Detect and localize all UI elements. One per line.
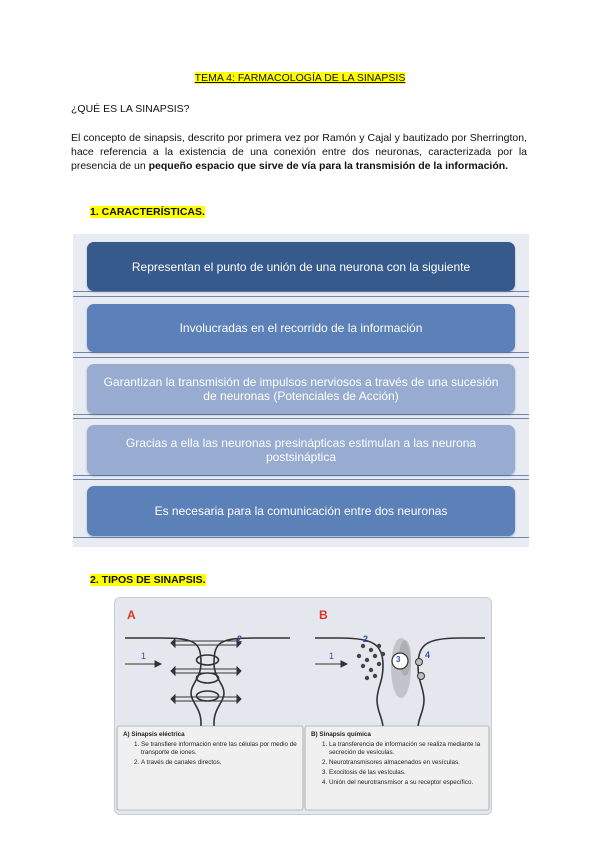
panel-a-label-1: 1 — [141, 651, 147, 661]
section-heading-characteristics: 1. CARACTERÍSTICAS. — [90, 206, 205, 218]
legend-electrical-title: A) Sinapsis eléctrica — [123, 731, 185, 738]
legend-electrical — [123, 731, 299, 769]
characteristic-card: Garantizan la transmisión de impulsos nerviosos a través de una sucesión de neuronas (Potenciales de Acción) — [87, 364, 515, 414]
legend-item: 4. Unión del neurotransmisor a su receptor específico. — [329, 779, 485, 787]
panel-b-label-3: 3 — [396, 655, 401, 664]
chemical-arrow — [315, 661, 347, 667]
panel-b-letter: B — [319, 608, 328, 622]
document-title: TEMA 4: FARMACOLOGÍA DE LA SINAPSIS — [194, 72, 406, 84]
intro-bold-text: pequeño espacio que sirve de vía para la transmisión de la información. — [148, 160, 509, 172]
legend-item: 3. Exocitosis de las vesículas. — [329, 769, 485, 777]
section-heading-synapse-types: 2. TIPOS DE SINAPSIS. — [90, 574, 206, 586]
legend-chemical-title: B) Sinapsis química — [311, 731, 371, 738]
panel-b-label-4: 4 — [425, 650, 431, 660]
synaptic-cleft — [391, 638, 411, 698]
panel-a-letter: A — [127, 608, 136, 622]
panel-a-label-2: 2 — [237, 634, 243, 644]
intro-text: El concepto de sinapsis, descrito por primera vez por Ramón y Cajal y bautizado por Sherrington, hace referencia a la existencia de una conexión entre dos neuronas, caracterizada por la presencia de un — [71, 132, 527, 172]
divider-line — [73, 475, 529, 476]
legend-item: 1. Se transfiere información entre las células por medio de transporte de iones. — [141, 741, 299, 757]
divider-line — [73, 296, 529, 297]
divider-line — [73, 479, 529, 480]
characteristic-card: Gracias a ella las neuronas presinápticas estimulan a las neurona postsináptica — [87, 425, 515, 475]
characteristic-card: Es necesaria para la comunicación entre dos neuronas — [87, 486, 515, 536]
intro-paragraph — [71, 131, 527, 173]
legend-item: 2. A través de canales directos. — [141, 759, 299, 767]
divider-line — [73, 357, 529, 358]
characteristic-card: Involucradas en el recorrido de la información — [87, 304, 515, 352]
legend-item: 1. La transferencia de información se realiza mediante la secreción de vesículas. — [329, 741, 485, 757]
legend-item: 2. Neurotransmisores almacenados en vesículas. — [329, 759, 485, 767]
divider-line — [73, 352, 529, 353]
divider-line — [73, 414, 529, 415]
receptors — [416, 659, 425, 680]
divider-line — [73, 537, 529, 538]
panel-b-label-1: 1 — [329, 651, 335, 661]
vesicles — [357, 644, 385, 680]
divider-line — [73, 291, 529, 292]
synapse-types-figure — [114, 597, 492, 815]
question-heading: ¿QUÉ ES LA SINAPSIS? — [71, 103, 190, 115]
panel-b-label-2: 2 — [363, 634, 369, 644]
divider-line — [73, 418, 529, 419]
characteristic-card: Representan el punto de unión de una neurona con la siguiente — [87, 242, 515, 291]
characteristics-diagram — [73, 234, 529, 547]
legend-chemical — [311, 731, 485, 789]
